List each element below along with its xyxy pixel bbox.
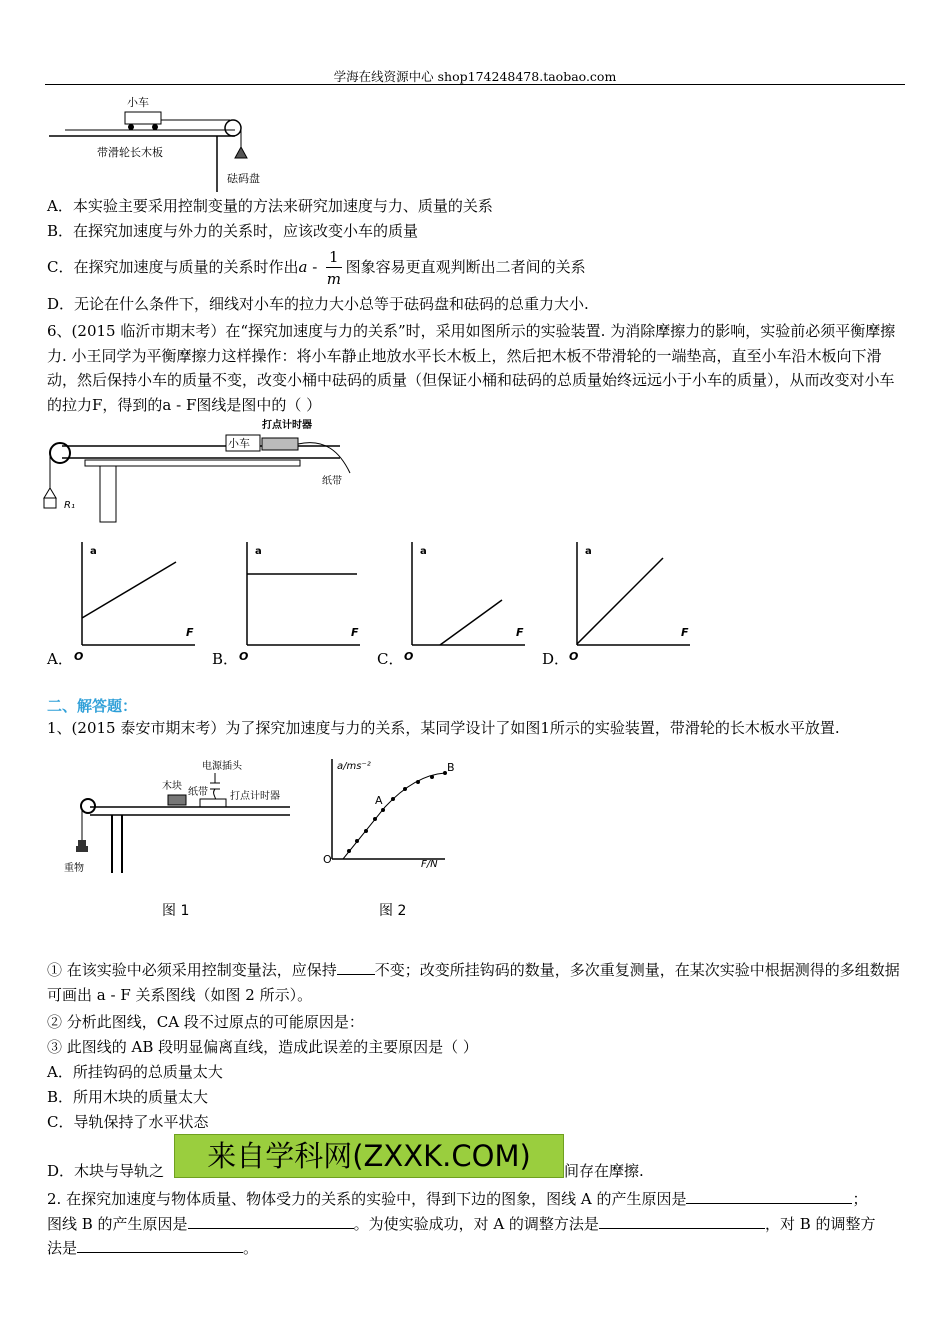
- pulley-icon: [81, 799, 95, 813]
- svg-text:a: a: [585, 546, 592, 557]
- svg-text:O: O: [74, 650, 84, 662]
- svg-text:a: a: [420, 546, 427, 557]
- tape-label: 纸带: [322, 476, 342, 487]
- answer-blank[interactable]: [77, 1238, 243, 1253]
- pan-label: 砝码盘: [227, 172, 260, 185]
- graph-a-line: [82, 562, 176, 618]
- answer-blank[interactable]: [599, 1214, 765, 1229]
- cart-shape: [125, 112, 161, 124]
- p1-option-b: B．所用木块的质量太大: [47, 1088, 209, 1106]
- p1-q1: ① 在该实验中必须采用控制变量法，应保持 不变；改变所挂钩码的数量，多次重复测量，在某次实验中根据测得的多组数据可画出 a - F 关系图线（如图 2 所示）。: [47, 961, 900, 1004]
- fig1-caption: 图 1: [162, 903, 190, 919]
- svg-text:a: a: [90, 546, 97, 557]
- fraction-one-over-m: $\frac{1}{m}$: [326, 247, 341, 288]
- pulley-icon: [50, 443, 70, 463]
- graph-d-line: [577, 558, 663, 644]
- cart-label: 小车: [127, 96, 149, 109]
- graph-option-b[interactable]: [235, 540, 365, 662]
- weight-label: R₁: [64, 500, 75, 511]
- section-title: 二、解答题：: [47, 697, 138, 715]
- block-label: 木块: [162, 781, 182, 792]
- p1-fig1: [50, 755, 310, 925]
- fig2-caption: 图 2: [379, 903, 407, 919]
- p1-q2: ② 分析此图线，CA 段不过原点的可能原因是：: [47, 1013, 364, 1031]
- q5-option-d: D．无论在什么条件下，细线对小车的拉力大小总等于砝码盘和砝码的总重力大小.: [47, 295, 589, 313]
- p1-intro: 1、(2015 泰安市期末考）为了探究加速度与力的关系，某同学设计了如图1所示的实验装置，带滑轮的长木板水平放置.: [47, 719, 840, 737]
- answer-blank[interactable]: [188, 1214, 354, 1229]
- graph-option-c-label[interactable]: C．: [377, 650, 404, 668]
- graph-option-a[interactable]: [70, 540, 200, 662]
- graph-c-line: [440, 600, 502, 645]
- svg-text:F: F: [681, 626, 689, 639]
- p1-option-c: C．导轨保持了水平状态: [47, 1113, 209, 1131]
- watermark-banner: 来自学科网(ZXXK.COM): [174, 1134, 564, 1178]
- pulley-icon: [225, 120, 241, 136]
- board-label: 带滑轮长木板: [97, 146, 163, 159]
- q5-option-c: C．在探究加速度与质量的关系时作出a - $\frac{1}{m}$ 图象容易更直观判断出二者间的关系: [47, 247, 586, 288]
- svg-text:O: O: [239, 650, 249, 662]
- p1-option-a: A．所挂钩码的总质量太大: [47, 1063, 223, 1081]
- p1-option-d-start: D．木块与导轨之: [47, 1162, 165, 1180]
- cart-label: 小车: [228, 437, 250, 450]
- graph-option-b-label[interactable]: B．: [212, 650, 239, 668]
- svg-text:F: F: [516, 626, 524, 639]
- p2-text: 2. 在探究加速度与物体质量、物体受力的关系的实验中，得到下边的图象，图线 A 的产生原因是 ； 图线 B 的产生原因是 。为使实验成功，对 A 的调整方法是 ，对 B 的调整方 法是 。: [47, 1190, 876, 1257]
- q5-option-b: B．在探究加速度与外力的关系时，应该改变小车的质量: [47, 222, 419, 240]
- graph-option-d[interactable]: [565, 540, 695, 662]
- p1-q3: ③ 此图线的 AB 段明显偏离直线，造成此误差的主要原因是（ ）: [47, 1038, 478, 1056]
- header-divider: [45, 84, 905, 85]
- svg-text:F: F: [186, 626, 194, 639]
- graph-option-a-label[interactable]: A．: [47, 650, 73, 668]
- p1-option-d-end: 间存在摩擦.: [564, 1162, 644, 1180]
- svg-text:a: a: [255, 546, 262, 557]
- timer-label: 打点计时器: [262, 420, 312, 431]
- weight-label: 重物: [64, 863, 84, 874]
- fig2-yaxis: a/ms⁻²: [337, 761, 371, 772]
- page-header: 学海在线资源中心 shop174248478.taobao.com: [333, 69, 617, 84]
- cart-apparatus-figure: [45, 92, 265, 192]
- fig2-point-a: A: [375, 794, 383, 807]
- svg-text:O: O: [569, 650, 579, 662]
- svg-text:O: O: [404, 650, 414, 662]
- p1-fig2: [315, 755, 455, 925]
- q6-text: 6、(2015 临沂市期末考）在“探究加速度与力的关系”时，采用如图所示的实验装置. 为消除摩擦力的影响，实验前必须平衡摩擦力. 小王同学为平衡摩擦力这样操作：将小车静止地放水平长木板上，然后把木板不带滑轮的一端垫高，直至小车沿木板向下滑动，然后保持小车的质量不变，改变小桶中砝码的质量（但保证小桶和砝码的总质量始终远远小于小车的质量），从而改变对小车的拉力F，得到的a - F图线是图中的（ ）: [47, 322, 896, 414]
- fig2-origin: O: [323, 853, 332, 866]
- graph-option-c[interactable]: [400, 540, 530, 662]
- timer-label: 打点计时器: [230, 791, 280, 802]
- answer-blank[interactable]: [337, 960, 375, 975]
- fig2-xaxis: F/N: [421, 859, 438, 870]
- svg-text:F: F: [351, 626, 359, 639]
- fig2-point-b: B: [447, 761, 455, 774]
- graph-option-d-label[interactable]: D．: [542, 650, 570, 668]
- plug-label: 电源插头: [202, 761, 242, 772]
- q5-option-a: A．本实验主要采用控制变量的方法来研究加速度与力、质量的关系: [47, 197, 493, 215]
- answer-blank[interactable]: [686, 1189, 852, 1204]
- tape-label: 纸带: [188, 787, 208, 798]
- q6-apparatus-figure: [40, 418, 370, 526]
